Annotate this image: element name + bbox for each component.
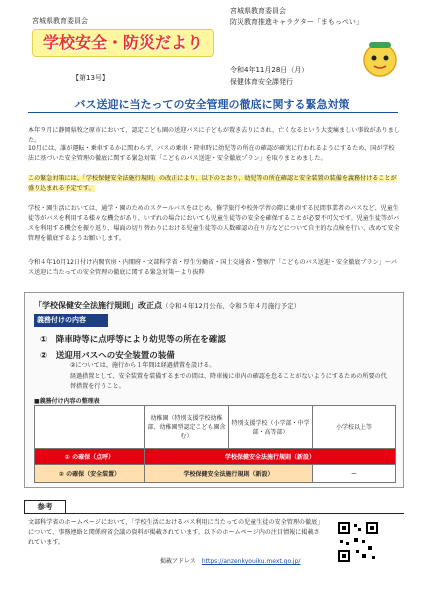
url-label: 掲載アドレス bbox=[160, 558, 196, 565]
table-corner bbox=[35, 406, 145, 449]
paragraph-3 bbox=[28, 174, 400, 194]
row-label-rollcall: ① の確保（点呼） bbox=[35, 448, 145, 464]
table-header-row bbox=[35, 406, 396, 449]
row-value-rollcall: 学校保健安全法施行規則（新設） bbox=[145, 448, 396, 464]
amendment-title-text: 「学校保健安全法施行規則」改正点 bbox=[34, 301, 162, 310]
amendment-subtitle: （令和４年12月公布、令和５年４月施行予定） bbox=[162, 302, 301, 310]
qr-code-icon[interactable] bbox=[336, 520, 380, 564]
issuing-dept: 保健体育安全課発行 bbox=[230, 78, 293, 86]
table-row bbox=[35, 464, 396, 482]
reference-tab: 参考 bbox=[24, 500, 66, 514]
row-value-device: 学校保健安全法施行規則（新設） bbox=[145, 464, 313, 482]
table-row bbox=[35, 448, 396, 464]
table-title: ■義務付け内容の整理表 bbox=[34, 398, 100, 405]
amendment-title bbox=[34, 300, 300, 311]
paragraph-2: 10月には、誰が運転・乗車するかに関わらず、バスの乗車・降車時に幼児等の所在の確認が確実に行われるようにするため、国が学校法に基づいた安全管理の徹底に関する緊急対策「こどものバス送迎・安全徹底プラン」を取りまとめました。 bbox=[28, 145, 395, 162]
header-special-school: 特別支援学校（小学部・中学部・高等部） bbox=[229, 406, 313, 449]
obligation-item-1: ① 降車時等に点呼等により幼児等の所在を確認 bbox=[40, 335, 226, 345]
row-label-device: ② の確保（安全装置） bbox=[35, 464, 145, 482]
issue-date: 令和4年11月28日（月） bbox=[230, 66, 309, 74]
note-2: 経過措置として、安全装置を装備するまでの間は、降車後に車内の確認を怠ることがないようにするための所要の代替措置を行うこと。 bbox=[70, 373, 387, 390]
newsletter-header bbox=[0, 0, 424, 88]
obligation-table bbox=[34, 405, 396, 483]
publisher-org: 宮城県教育委員会 bbox=[32, 17, 88, 25]
row-value-na: － bbox=[313, 464, 396, 482]
source-notice: 令和４年10月12日付け内閣官房・内閣府・文部科学省・厚生労働省・国土交通省・警察庁「こどものバス送迎・安全徹底プラン」～バス送迎に当たっての安全管理の徹底に関する緊急対策～より抜粋 bbox=[28, 259, 397, 276]
newsletter-title: 学校安全・防災だより bbox=[32, 29, 214, 57]
reference-link[interactable]: https://anzenkyouiku.mext.go.jp/ bbox=[201, 558, 301, 565]
reference-divider bbox=[24, 513, 404, 514]
paragraph-1: 本年９月に静岡県牧之原市において、認定こども園の送迎バスに子どもが置き去りにされ、亡くなるという大変痛ましい事故がありました。 bbox=[28, 127, 400, 144]
mascot-caption: 防災教育推進キャラクター「まもっぺい」 bbox=[230, 18, 363, 26]
mascot-icon bbox=[360, 40, 400, 78]
note-1: ②については、施行から１年間は経過措置を設ける。 bbox=[70, 362, 216, 369]
main-title: バス送迎に当たっての安全管理の徹底に関する緊急対策 bbox=[74, 98, 350, 111]
paragraph-4: 学校・園生活においては、通学・園のためのスクールバスをはじめ、修学旅行や校外学習の際に乗車する民間事業者のバスなど、児童生徒等がバスを利用する様々な機会があり、いずれの場合においても児童生徒等の安全を確保することが必要不可欠です。児童生徒等がバスを利用する機会を振り返り、場面の切り替わりにおける児童生徒等の人数確認の在り方などについて自主的な点検を行い、改めて安全管理を徹底するようお願いします。 bbox=[28, 205, 400, 242]
reference-url-row bbox=[160, 556, 300, 565]
issue-number: 【第13号】 bbox=[72, 74, 109, 82]
header-elementary-up: 小学校以上等 bbox=[313, 406, 396, 449]
right-org: 宮城県教育委員会 bbox=[230, 7, 286, 15]
highlight-text: この緊急対策には、「学校保健安全法施行規則」の改正により、以下のとおり、幼児等の所在確認と安全装置の装備を義務付けることが盛り込まれる予定です。 bbox=[28, 175, 397, 192]
divider bbox=[28, 112, 398, 113]
obligation-item-2: ② 送迎用バスへの安全装置の装備 bbox=[40, 351, 175, 361]
obligation-tab: 義務付けの内容 bbox=[34, 314, 108, 327]
reference-text: 文部科学省のホームページにおいて、「学校生活におけるバス利用に当たっての児童生徒の安全管理の徹底」について、事務連絡と関係府省会議の資料が掲載されています。以下のホームページ内の注目情報に掲載されています。 bbox=[28, 519, 324, 546]
header-kindergarten: 幼稚園（特別支援学校幼稚部、幼稚園型認定こども園含む） bbox=[145, 406, 229, 449]
